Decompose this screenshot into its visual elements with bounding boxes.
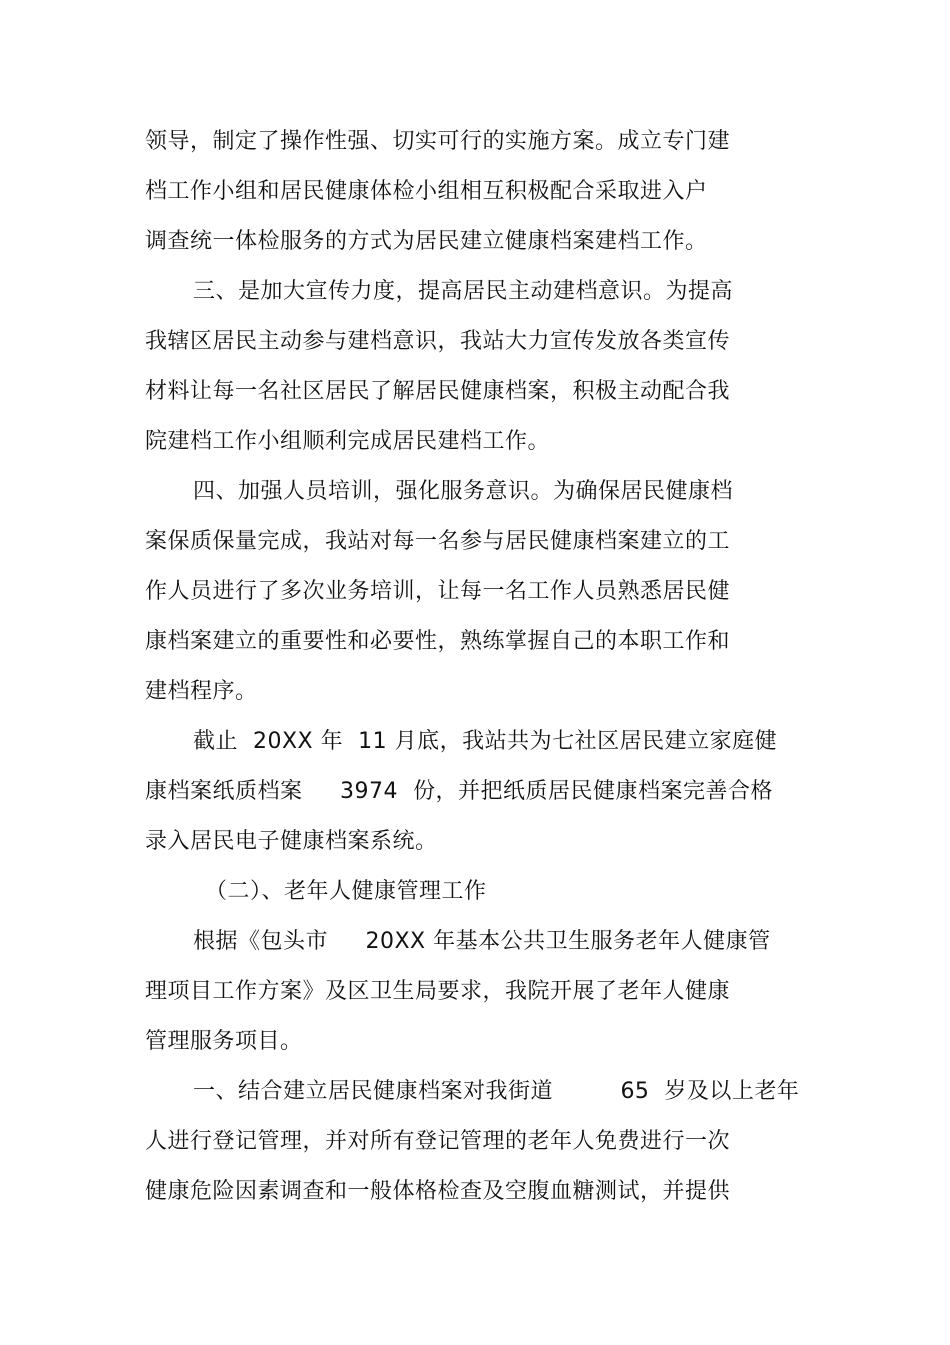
text-line: 康档案建立的重要性和必要性，熟练掌握自己的本职工作和: [145, 629, 731, 654]
paragraph-start-line: 根据《包头市 20XX 年基本公共卫生服务老年人健康管: [193, 929, 771, 954]
paragraph-start-line: 一、结合建立居民健康档案对我街道 65 岁及以上老年: [193, 1079, 800, 1104]
text-line: 案保质保量完成，我站对每一名参与居民健康档案建立的工: [145, 529, 731, 554]
text-line: 理项目工作方案》及区卫生局要求，我院开展了老年人健康: [145, 979, 731, 1004]
paragraph-start-line: 三、是加大宣传力度，提高居民主动建档意识。为提高: [193, 279, 734, 304]
paragraph-start-line: 四、加强人员培训，强化服务意识。为确保居民健康档: [193, 479, 734, 504]
text-line: 材料让每一名社区居民了解居民健康档案，积极主动配合我: [145, 379, 731, 404]
text-line: 调查统一体检服务的方式为居民建立健康档案建档工作。: [145, 229, 708, 254]
text-line: 院建档工作小组顺利完成居民建档工作。: [145, 429, 551, 454]
text-line: 人进行登记管理，并对所有登记管理的老年人免费进行一次: [145, 1129, 731, 1154]
text-line: 档工作小组和居民健康体检小组相互积极配合采取进入户: [145, 179, 708, 204]
text-line: 建档程序。: [145, 679, 258, 704]
text-line: 康档案纸质档案 3974 份，并把纸质居民健康档案完善合格: [145, 779, 773, 804]
paragraph-start-line: 截止 20XX 年 11 月底，我站共为七社区居民建立家庭健: [193, 729, 778, 754]
text-line: 作人员进行了多次业务培训，让每一名工作人员熟悉居民健: [145, 579, 731, 604]
text-line: 领导，制定了操作性强、切实可行的实施方案。成立专门建: [145, 129, 731, 154]
text-line: 我辖区居民主动参与建档意识，我站大力宣传发放各类宣传: [145, 329, 731, 354]
text-line: 管理服务项目。: [145, 1029, 303, 1054]
text-line: 健康危险因素调查和一般体格检查及空腹血糖测试，并提供: [145, 1179, 731, 1204]
section-heading: （二）、老年人健康管理工作: [205, 879, 487, 904]
text-line: 录入居民电子健康档案系统。: [145, 829, 438, 854]
